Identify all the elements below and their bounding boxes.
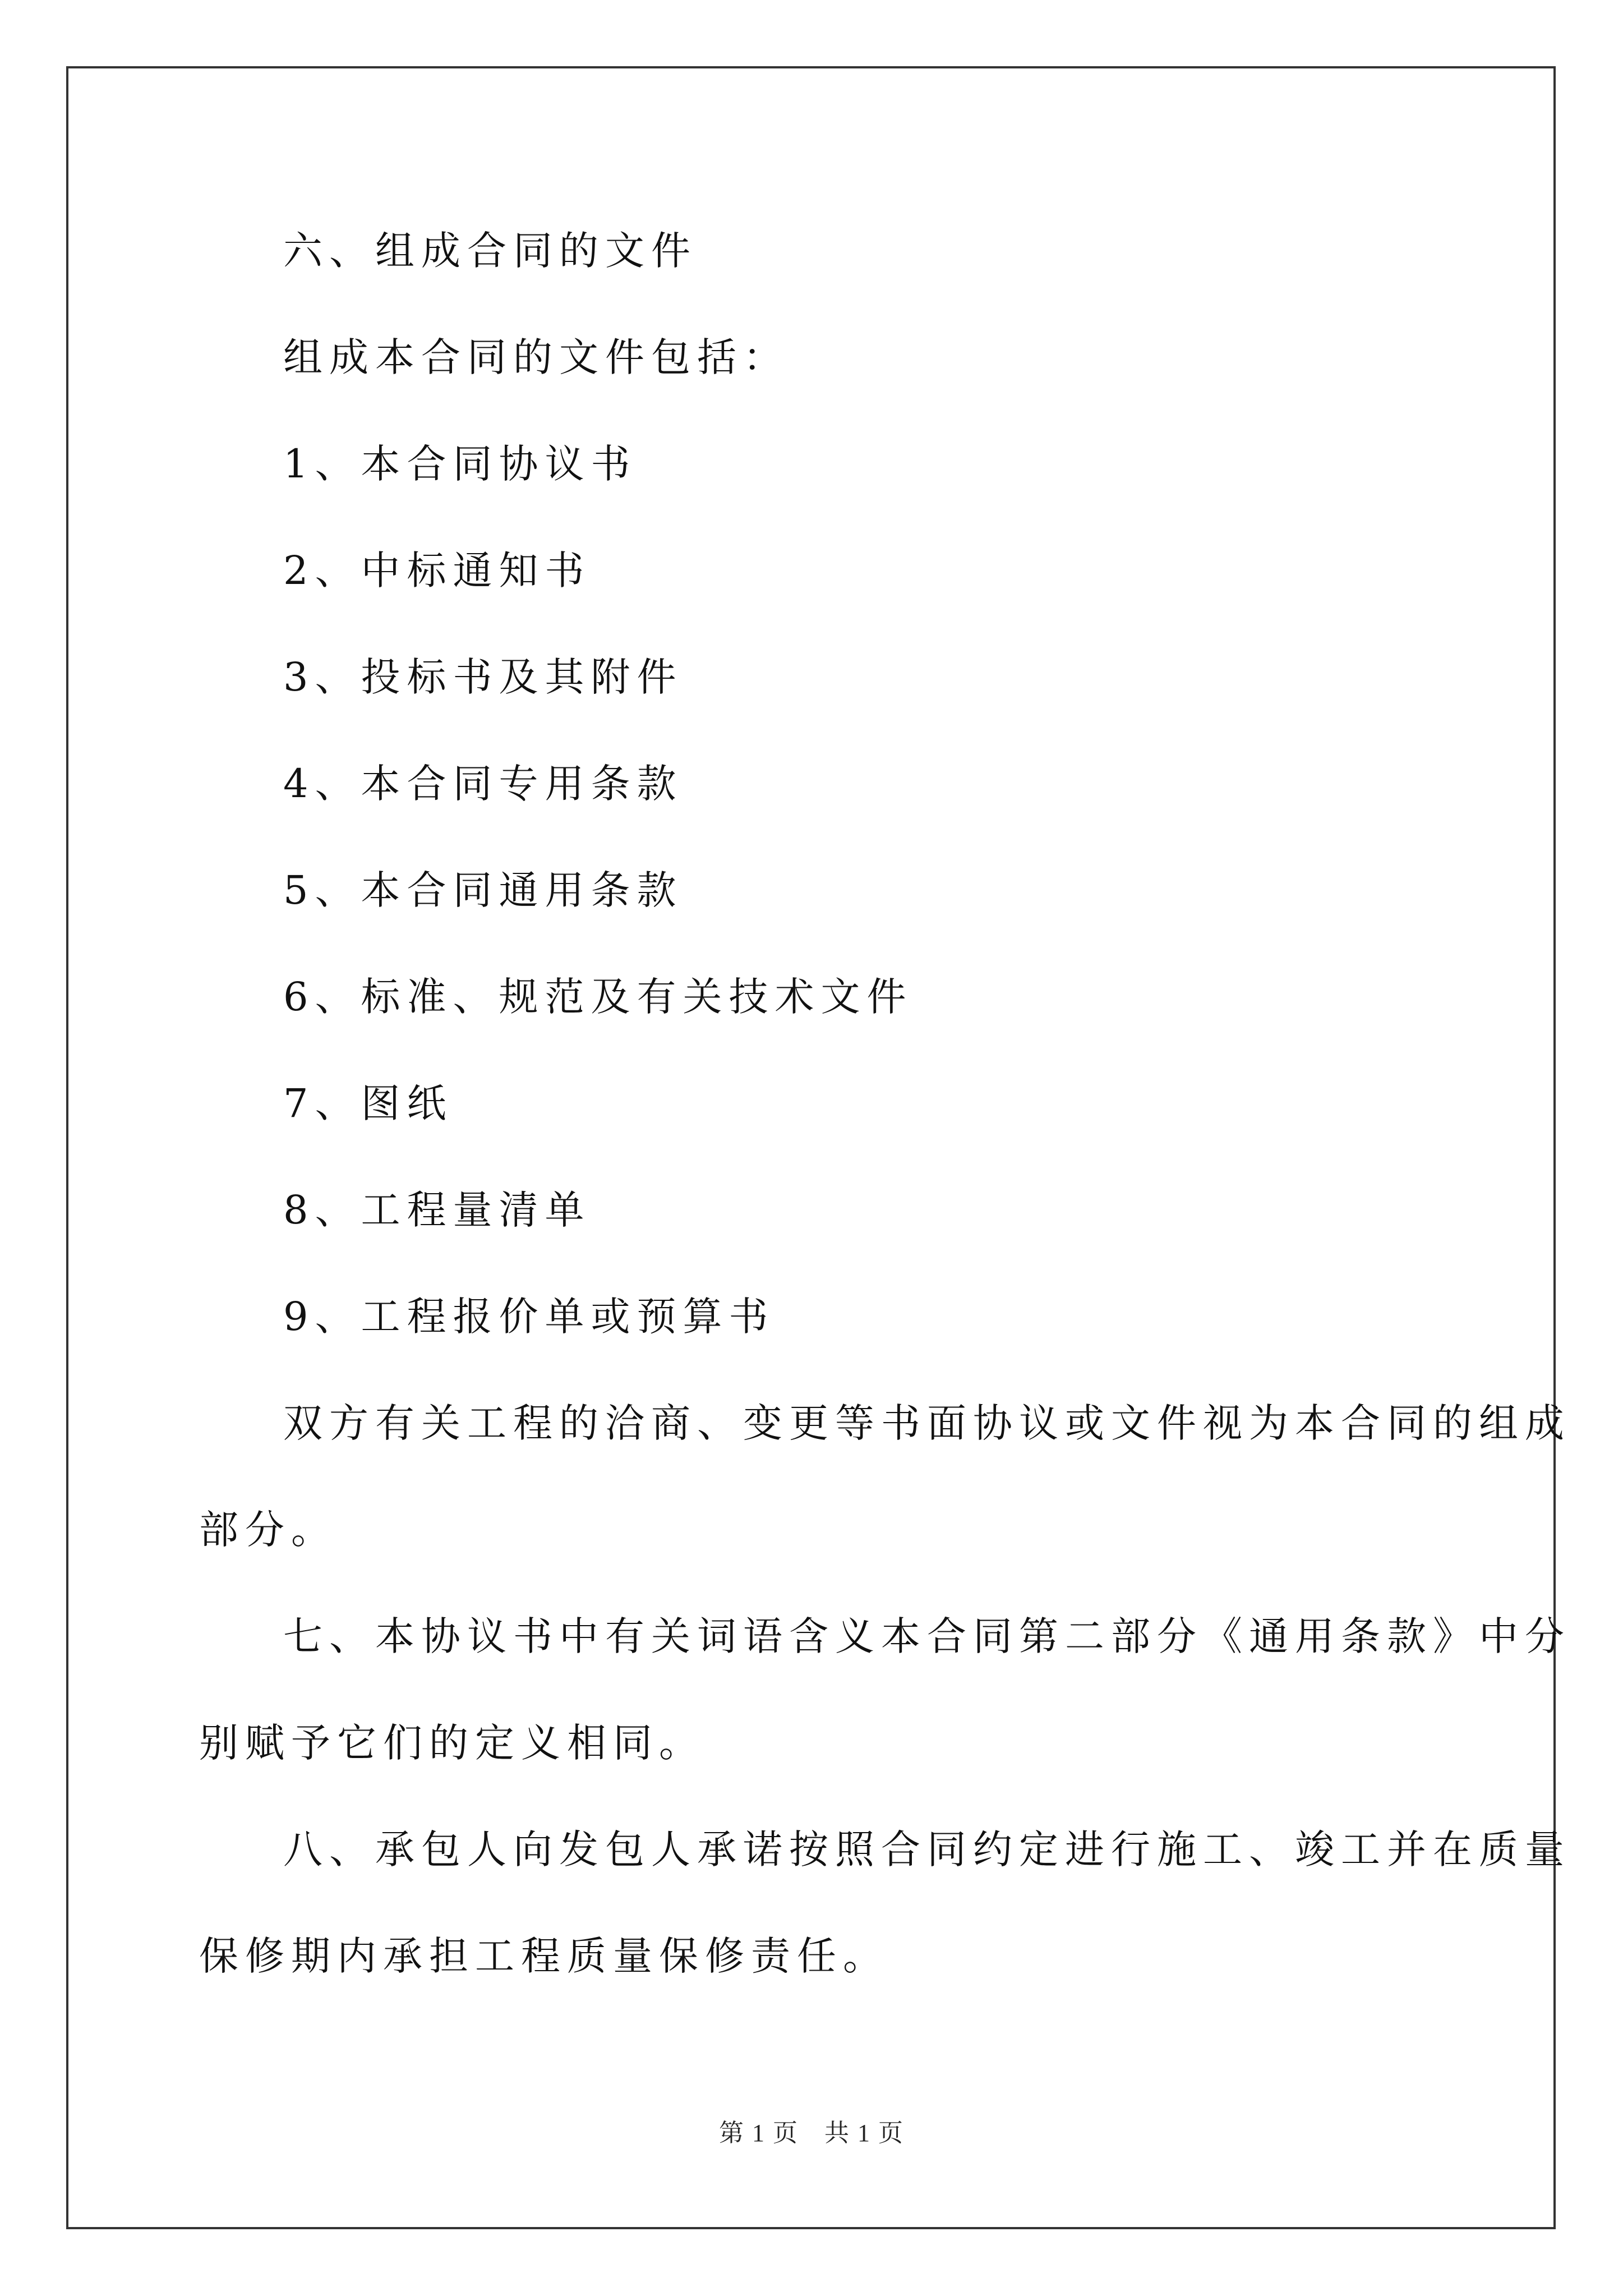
document-line: 2、中标通知书	[283, 547, 591, 593]
document-line: 6、标准、规范及有关技术文件	[283, 974, 913, 1020]
document-body	[199, 209, 1571, 2021]
document-line: 八、承包人向发包人承诺按照合同约定进行施工、竣工并在质量	[283, 1826, 1571, 1872]
document-line: 组成本合同的文件包括：	[283, 334, 789, 380]
document-line: 七、本协议书中有关词语含义本合同第二部分《通用条款》中分	[283, 1613, 1571, 1659]
document-line: 1、本合同协议书	[283, 441, 637, 487]
document-line: 保修期内承担工程质量保修责任。	[199, 1933, 889, 1979]
document-line: 9、工程报价单或预算书	[283, 1294, 775, 1340]
document-line: 3、投标书及其附件	[283, 654, 683, 700]
document-line: 7、图纸	[283, 1080, 453, 1126]
document-line: 8、工程量清单	[283, 1187, 591, 1233]
document-line: 5、本合同通用条款	[283, 867, 683, 913]
document-line: 4、本合同专用条款	[283, 761, 683, 807]
document-line: 双方有关工程的洽商、变更等书面协议或文件视为本合同的组成	[283, 1400, 1571, 1446]
document-line: 六、组成合同的文件	[283, 228, 697, 274]
document-line: 部分。	[199, 1507, 337, 1553]
page-footer: 第 1 页 共 1 页	[719, 2119, 904, 2147]
document-line: 别赋予它们的定义相同。	[199, 1720, 705, 1766]
